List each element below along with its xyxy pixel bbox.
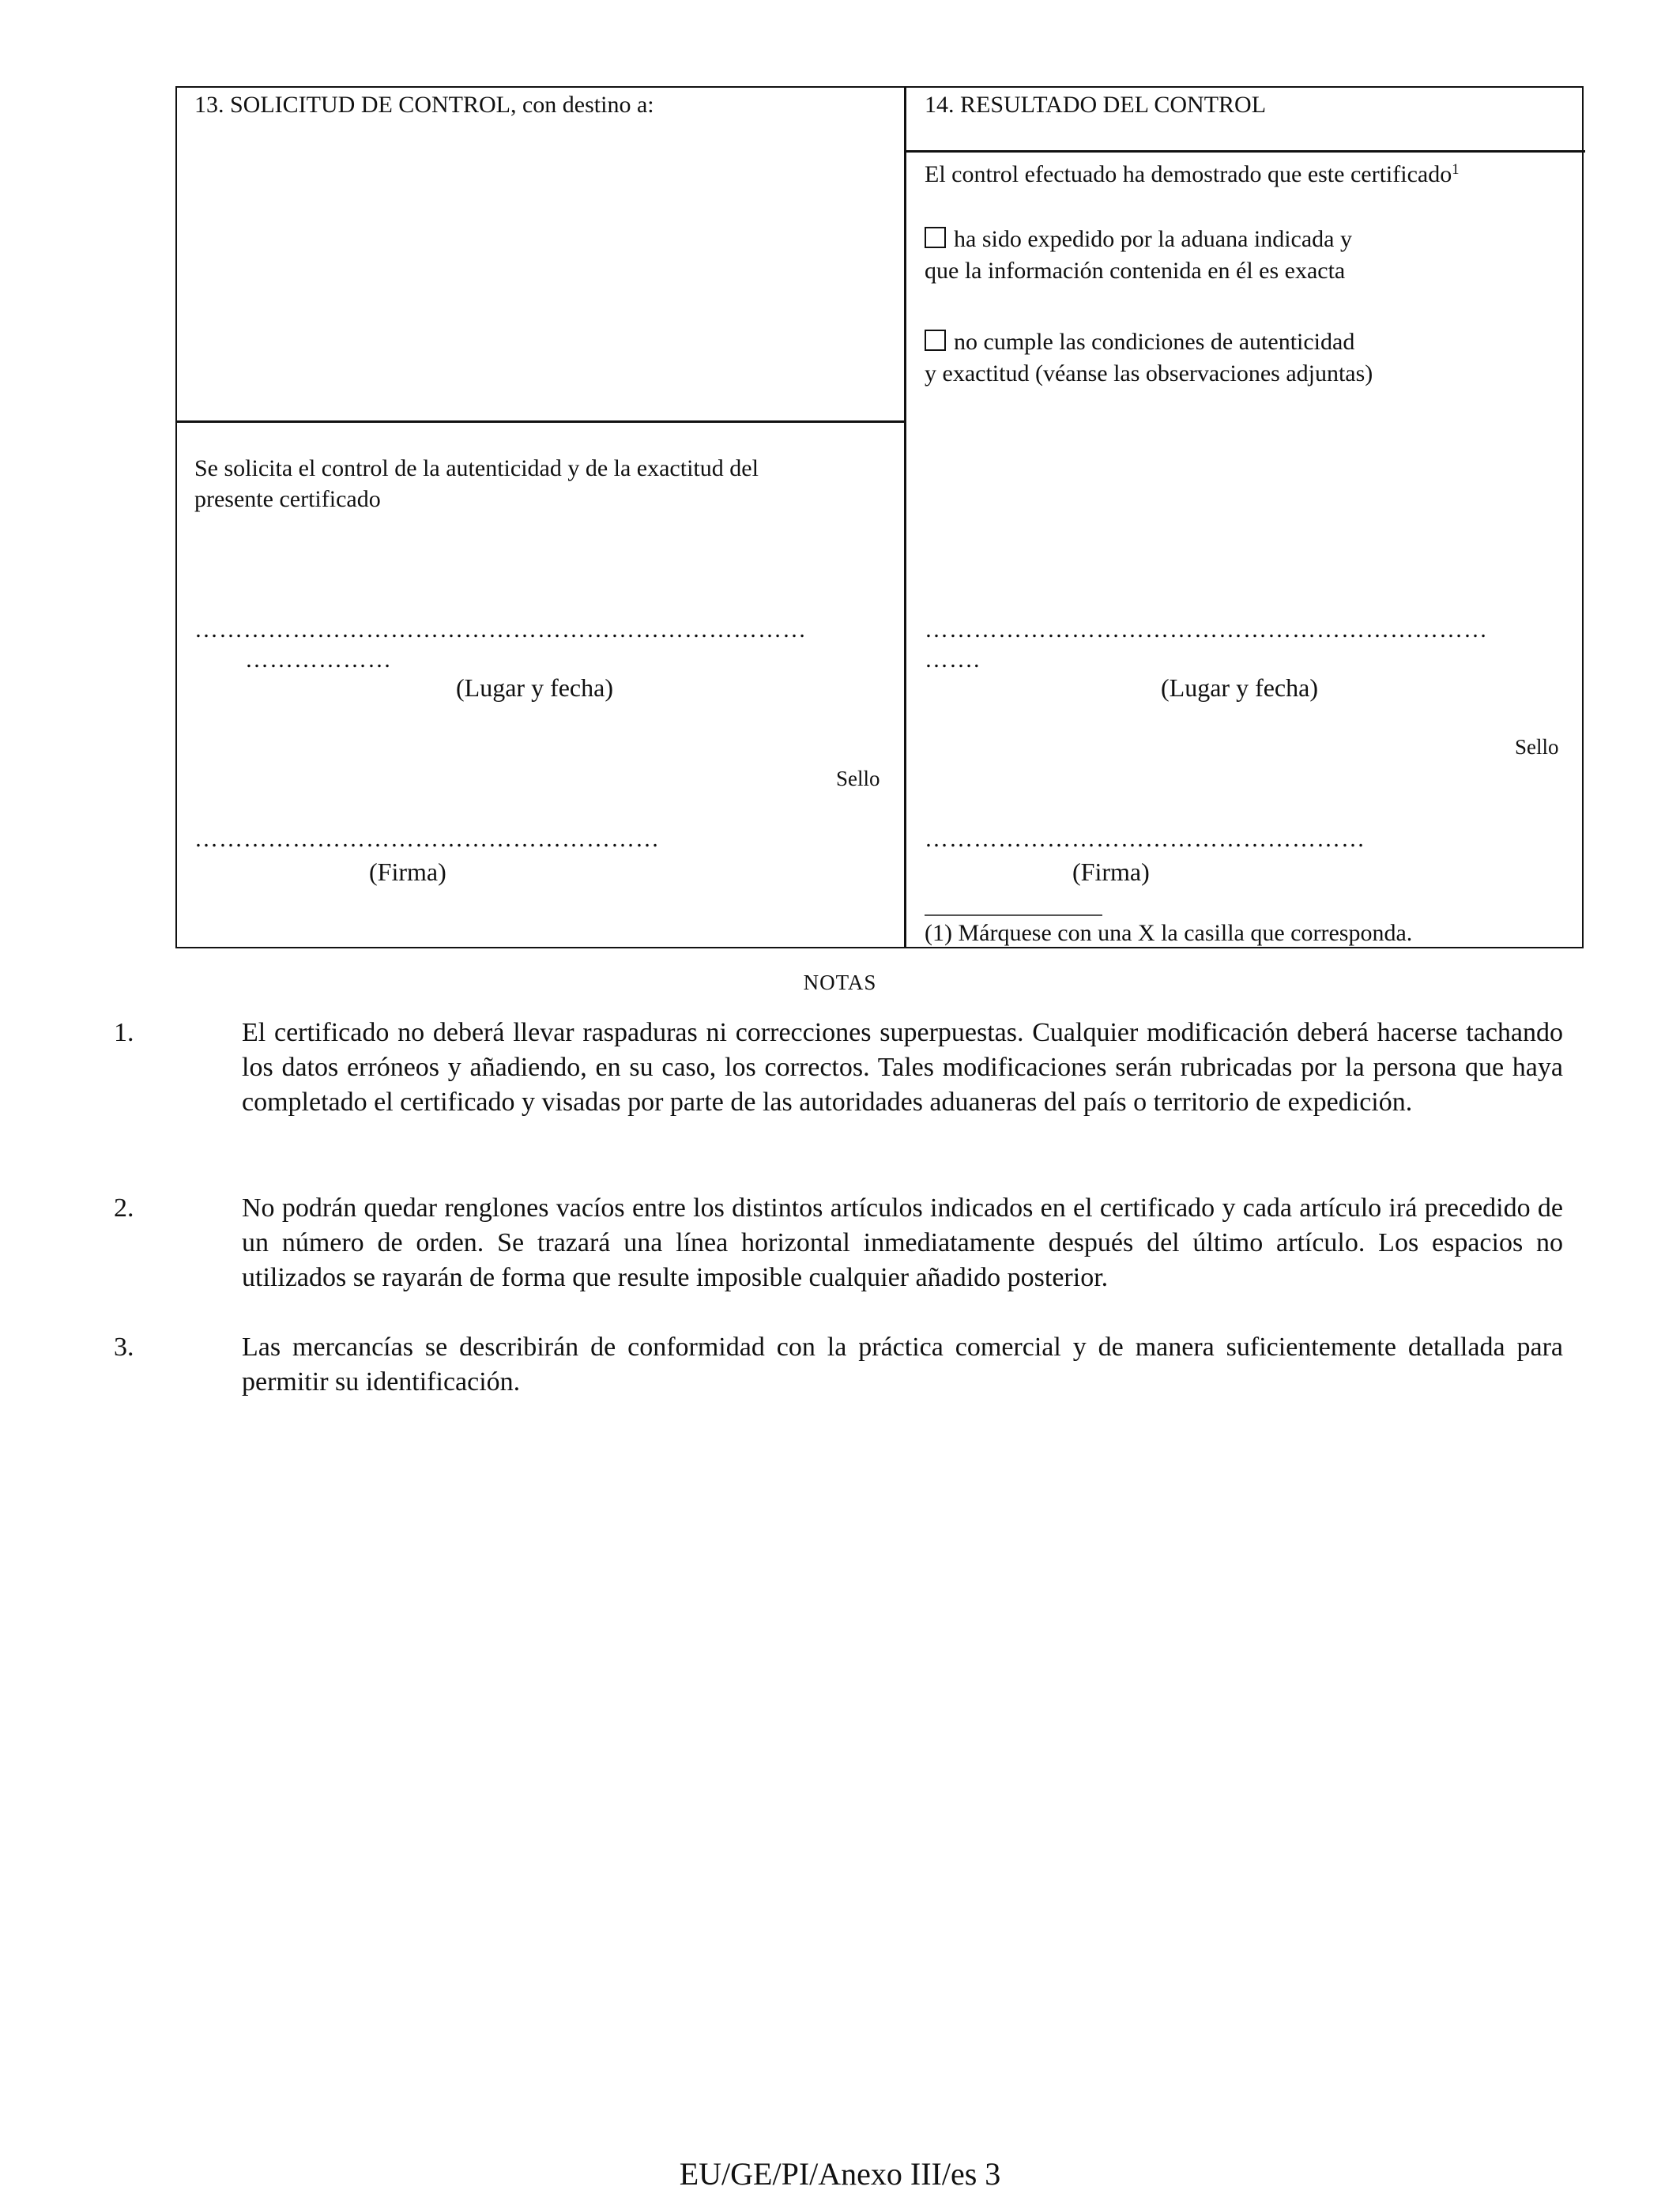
note-text: No podrán quedar renglones vacíos entre los distintos artículos indicados en el certificado y cada artículo irá precedido de un número de orden. Se trazará una línea horizontal inmediatamente después del último artículo. Los espacios no utilizados se rayarán de forma que resulte imposible cualquier añadido posterior. (242, 1193, 1563, 1292)
box14-option1-line1: ha sido expedido por la aduana indicada y (954, 226, 1352, 252)
box13-request-line2: presente certificado (194, 486, 381, 512)
box14-option2-line1: no cumple las condiciones de autenticidad (954, 329, 1355, 355)
box13-title: 13. SOLICITUD DE CONTROL, con destino a: (194, 92, 654, 118)
footnote-separator (925, 914, 1102, 916)
box13-dotted-line-1: ………………………………………………………………… (194, 616, 807, 643)
box13-dotted-line-2: ……………… (245, 647, 392, 673)
box14-dotted-line-1: …………………………………………………………… (925, 616, 1488, 643)
column-divider (904, 88, 906, 947)
box14-option1-line2: que la información contenida en él es exacta (925, 258, 1346, 284)
box13-divider (177, 420, 904, 423)
box14-intro (925, 155, 1460, 190)
box14-intro-text: El control efectuado ha demostrado que este certificado (925, 161, 1452, 188)
page-footer: EU/GE/PI/Anexo III/es 3 (679, 2156, 1001, 2192)
box14-option2 (925, 327, 1354, 357)
box14-option2-line2: y exactitud (véanse las observaciones adjuntas) (925, 360, 1373, 386)
box13-request-line1: Se solicita el control de la autenticidad y de la exactitud del (194, 455, 759, 481)
box14-option1 (925, 224, 1352, 254)
box14-stamp-label: Sello (1515, 735, 1559, 759)
footnote-marker: 1 (1452, 161, 1460, 178)
note-text: El certificado no deberá llevar raspaduras ni correcciones superpuestas. Cualquier modificación deberá hacerse tachando los datos erróneos y añadiendo, en su caso, los correctos. Tales modificaciones serán rubricadas por la persona que haya completado el certificado y visadas por parte de las autoridades aduaneras del país o territorio de expedición. (242, 1018, 1563, 1117)
box13-signature-label: (Firma) (369, 858, 446, 886)
box14-footnote: (1) Márquese con una X la casilla que corresponda. (925, 920, 1413, 946)
note-text: Las mercancías se describirán de conformidad con la práctica comercial y de manera suficientemente detallada para permitir su identificación. (242, 1333, 1563, 1397)
box14-title: 14. RESULTADO DEL CONTROL (925, 92, 1267, 118)
box14-signature-dotted-line: ……………………………………………… (925, 826, 1365, 852)
notes-title: NOTAS (803, 971, 877, 994)
box13-signature-dotted-line: ………………………………………………… (194, 826, 660, 852)
box13-stamp-label: Sello (836, 767, 880, 790)
box14-divider (904, 150, 1585, 153)
note-number: 1. (114, 1018, 134, 1047)
box14-place-date-label: (Lugar y fecha) (1161, 673, 1318, 702)
checkbox-not-authentic[interactable] (925, 330, 946, 351)
box14-dotted-line-2: ……. (925, 647, 981, 673)
note-number: 3. (114, 1333, 134, 1362)
note-number: 2. (114, 1193, 134, 1223)
box14-signature-label: (Firma) (1072, 858, 1150, 886)
control-form-table (175, 86, 1584, 948)
box13-place-date-label: (Lugar y fecha) (456, 673, 613, 702)
checkbox-authentic[interactable] (925, 227, 946, 248)
